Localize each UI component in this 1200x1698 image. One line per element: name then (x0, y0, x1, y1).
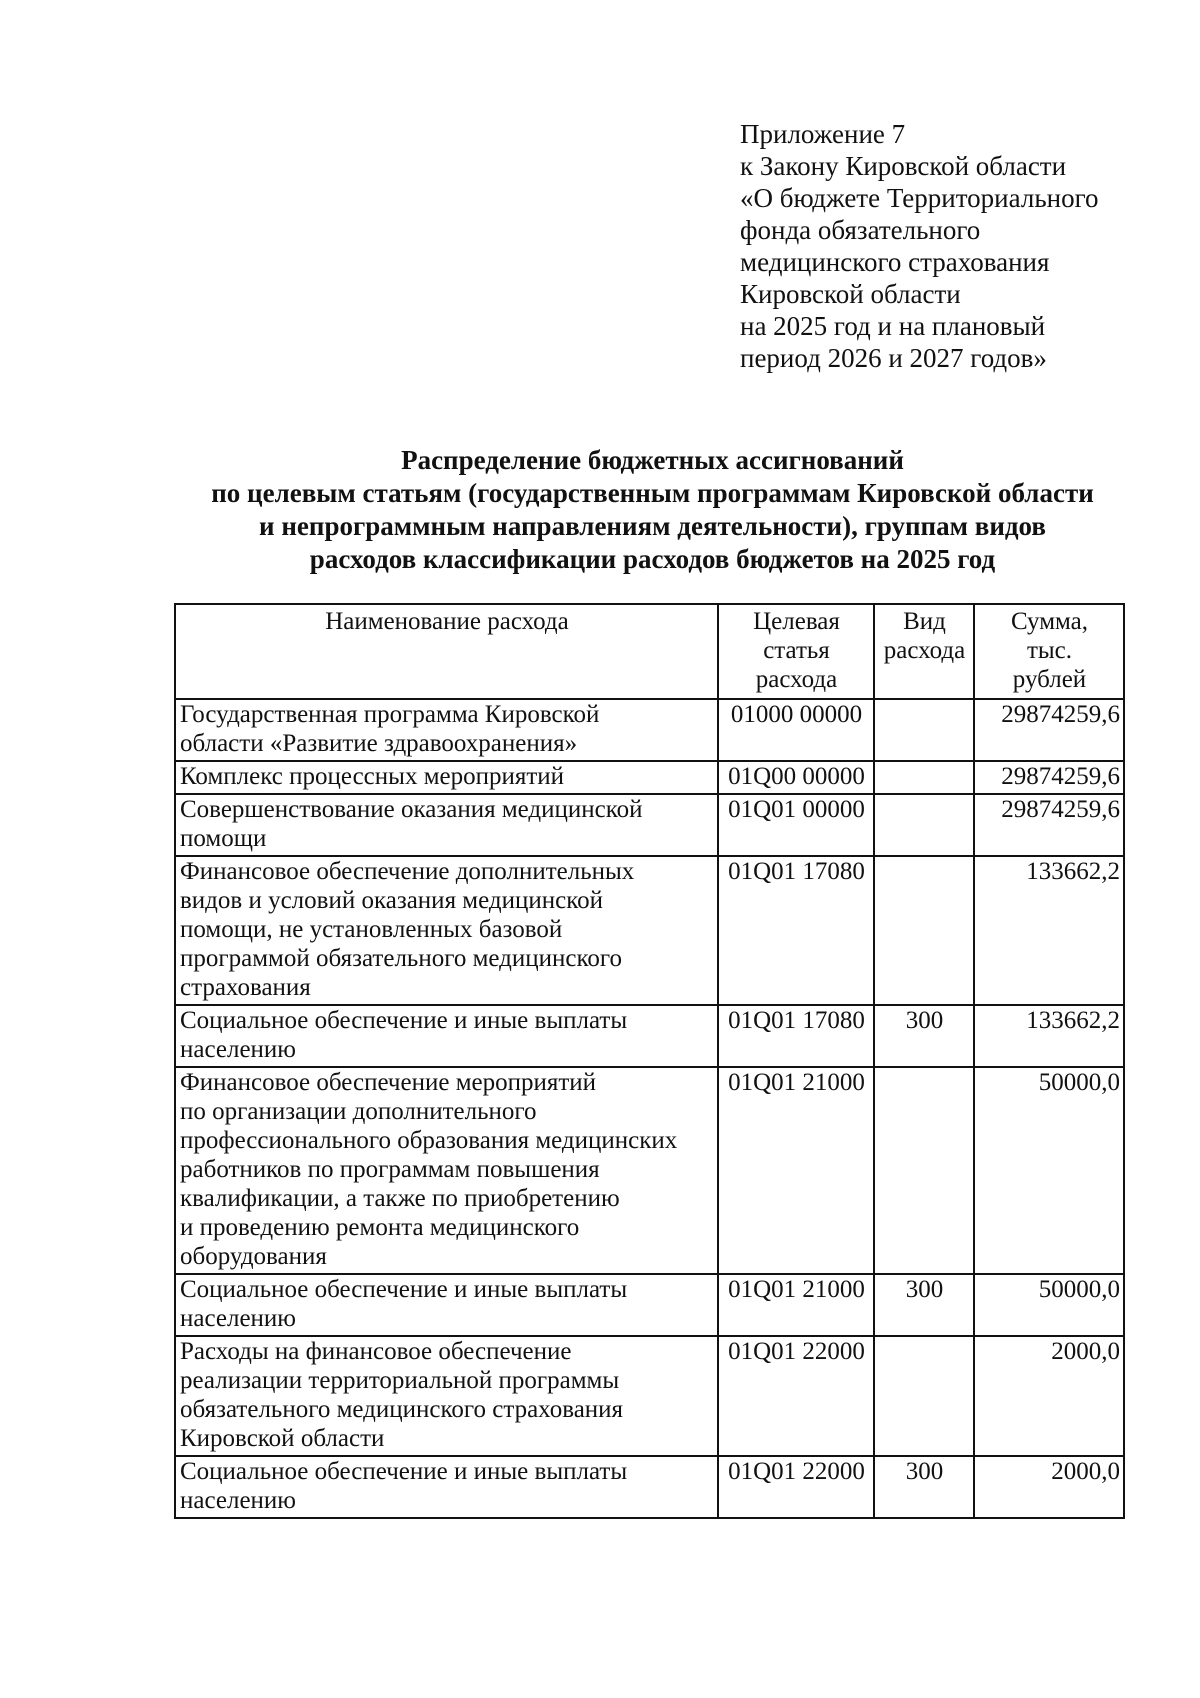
expense-name-line: Кировской области (180, 1425, 385, 1452)
appendix-line: к Закону Кировской области (740, 151, 1067, 181)
header-sum-line: тыс. (1026, 637, 1073, 664)
expense-name-line: оборудования (180, 1243, 327, 1270)
expense-name-line: области «Развитие здравоохранения» (180, 730, 578, 757)
header-kind (874, 604, 974, 699)
table-row (175, 1067, 1124, 1274)
header-name (175, 604, 718, 699)
target-article: 01Q01 22000 (718, 1456, 874, 1518)
expense-kind: 300 (874, 1274, 974, 1336)
expense-name-line: Государственная программа Кировской (180, 701, 600, 728)
expense-name-line: помощи (180, 825, 267, 852)
amount: 133662,2 (974, 1005, 1124, 1067)
expense-name-line: Социальное обеспечение и иные выплаты (180, 1007, 628, 1034)
appendix-line: Кировской области (740, 279, 961, 309)
target-article: 01Q01 21000 (718, 1274, 874, 1336)
table-row (175, 856, 1124, 1005)
expense-name-line: и проведению ремонта медицинского (180, 1214, 580, 1241)
expense-name (175, 1456, 718, 1518)
amount: 29874259,6 (974, 699, 1124, 761)
expense-name-line: населению (180, 1487, 296, 1514)
expense-name-line: видов и условий оказания медицинской (180, 887, 603, 914)
header-kind-line: расхода (883, 637, 966, 664)
header-sum-line: рублей (1012, 666, 1087, 693)
appendix-line: медицинского страхования (740, 247, 1050, 277)
appendix-line: «О бюджете Территориального (740, 183, 1099, 213)
title-line: Распределение бюджетных ассигнований (401, 445, 904, 475)
target-article: 01Q00 00000 (718, 761, 874, 794)
amount: 50000,0 (974, 1067, 1124, 1274)
amount: 50000,0 (974, 1274, 1124, 1336)
amount: 29874259,6 (974, 794, 1124, 856)
title-line: и непрограммным направлениям деятельности), группам видов (259, 511, 1046, 541)
expense-kind (874, 794, 974, 856)
expense-name (175, 1005, 718, 1067)
expense-name-line: населению (180, 1305, 296, 1332)
document-title (170, 444, 1135, 576)
header-target-line: статья (763, 637, 830, 664)
title-line: расходов классификации расходов бюджетов на 2025 год (309, 544, 996, 574)
amount: 2000,0 (974, 1456, 1124, 1518)
expense-kind (874, 1336, 974, 1456)
expense-kind: 300 (874, 1005, 974, 1067)
title-line: по целевым статьям (государственным программам Кировской области (211, 478, 1094, 508)
table-row (175, 1274, 1124, 1336)
amount: 29874259,6 (974, 761, 1124, 794)
expense-name (175, 1067, 718, 1274)
expense-name-line: реализации территориальной программы (180, 1367, 620, 1394)
expense-name-line: Финансовое обеспечение мероприятий (180, 1069, 597, 1096)
expense-name (175, 761, 718, 794)
expense-name-line: Расходы на финансовое обеспечение (180, 1338, 572, 1365)
table-row (175, 1456, 1124, 1518)
header-name-line: Наименование расхода (325, 608, 569, 635)
amount: 2000,0 (974, 1336, 1124, 1456)
expense-kind (874, 761, 974, 794)
target-article: 01Q01 22000 (718, 1336, 874, 1456)
header-target-line: Целевая (753, 608, 840, 635)
expense-name-line: обязательного медицинского страхования (180, 1396, 624, 1423)
header-kind-line: Вид (903, 608, 946, 635)
expense-name-line: квалификации, а также по приобретению (180, 1185, 620, 1212)
appendix-line: на 2025 год и на плановый (740, 311, 1046, 341)
expense-name-line: профессионального образования медицинских (180, 1127, 678, 1154)
amount: 133662,2 (974, 856, 1124, 1005)
header-sum-line: Сумма, (1010, 608, 1089, 635)
expense-kind (874, 699, 974, 761)
expense-name-line: страхования (180, 974, 311, 1001)
target-article: 01Q01 17080 (718, 856, 874, 1005)
header-target-line: расхода (755, 666, 838, 693)
header-target (718, 604, 874, 699)
budget-table (174, 603, 1125, 1519)
expense-name-line: Совершенствование оказания медицинской (180, 796, 643, 823)
expense-name (175, 699, 718, 761)
target-article: 01Q01 00000 (718, 794, 874, 856)
expense-name-line: помощи, не установленных базовой (180, 916, 563, 943)
expense-name (175, 794, 718, 856)
table-row (175, 794, 1124, 856)
target-article: 01Q01 21000 (718, 1067, 874, 1274)
expense-name-line: Социальное обеспечение и иные выплаты (180, 1276, 628, 1303)
table-row (175, 1005, 1124, 1067)
expense-name-line: Комплекс процессных мероприятий (180, 763, 565, 790)
appendix-line: фонда обязательного (740, 215, 981, 245)
appendix-block (740, 118, 1180, 374)
appendix-line: период 2026 и 2027 годов» (740, 343, 1047, 373)
expense-name (175, 1274, 718, 1336)
table-row (175, 1336, 1124, 1456)
expense-name-line: по организации дополнительного (180, 1098, 537, 1125)
expense-name (175, 1336, 718, 1456)
expense-name-line: Социальное обеспечение и иные выплаты (180, 1458, 628, 1485)
header-sum (974, 604, 1124, 699)
table-row (175, 761, 1124, 794)
table-header-row (175, 604, 1124, 699)
expense-name (175, 856, 718, 1005)
appendix-line: Приложение 7 (740, 119, 906, 149)
expense-name-line: программой обязательного медицинского (180, 945, 623, 972)
expense-kind (874, 1067, 974, 1274)
target-article: 01Q01 17080 (718, 1005, 874, 1067)
expense-name-line: населению (180, 1036, 296, 1063)
expense-kind (874, 856, 974, 1005)
table-row (175, 699, 1124, 761)
expense-name-line: Финансовое обеспечение дополнительных (180, 858, 635, 885)
expense-kind: 300 (874, 1456, 974, 1518)
target-article: 01000 00000 (718, 699, 874, 761)
expense-name-line: работников по программам повышения (180, 1156, 600, 1183)
